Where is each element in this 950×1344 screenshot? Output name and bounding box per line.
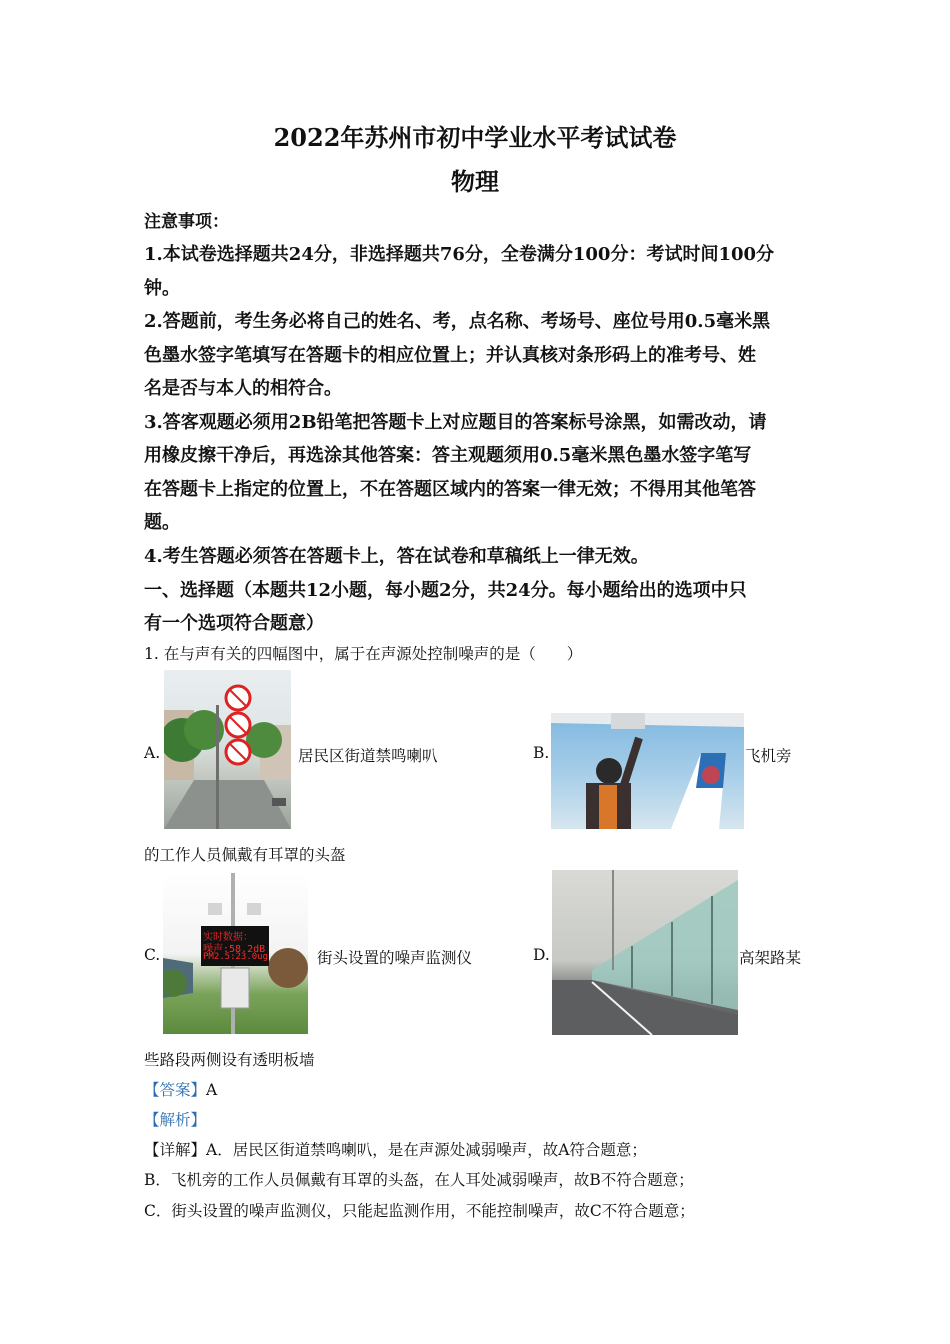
answer-tag: 【答案】 — [144, 1081, 207, 1099]
option-c-text: 街头设置的噪声监测仪 — [317, 949, 473, 967]
option-a-label: A. — [144, 744, 161, 762]
answer-line — [144, 1078, 217, 1100]
detail-line: B．飞机旁的工作人员佩戴有耳罩的头盔，在人耳处减弱噪声，故B不符合题意； — [144, 1171, 694, 1189]
answer-value: A — [206, 1081, 218, 1099]
notice-line: 4.考生答题必须答在答题卡上，答在试卷和草稿纸上一律无效。 — [144, 546, 649, 567]
notice-line: 色墨水签字笔填写在答题卡的相应位置上；并认真核对条形码上的准考号、姓 — [144, 345, 756, 366]
noise-display-line1: 实时数据： — [203, 932, 253, 943]
option-d-text: 高架路某 — [739, 949, 802, 967]
notice-line: 用橡皮擦干净后，再选涂其他答案：答主观题须用0.5毫米黑色墨水签字笔写 — [144, 445, 752, 466]
subject-title: 物理 — [451, 167, 499, 196]
street-scene-illustration — [164, 670, 291, 829]
notice-line: 钟。 — [144, 278, 180, 299]
question-stem: 1. 在与声有关的四幅图中，属于在声源处控制噪声的是（ ） — [144, 645, 583, 663]
noise-display-line2: 噪声:58.2dB — [203, 944, 266, 955]
option-b-text: 飞机旁 — [745, 747, 792, 765]
airport-worker-earmuff-image — [551, 713, 744, 829]
notice-line: 3.答客观题必须用2B铅笔把答题卡上对应题目的答案标号涂黑，如需改动，请 — [144, 412, 767, 433]
detail-line: C．街头设置的噪声监测仪，只能起监测作用，不能控制噪声，故C不符合题意； — [144, 1202, 695, 1220]
notice-line: 1.本试卷选择题共24分，非选择题共76分，全卷满分100分：考试时间100分 — [144, 244, 775, 265]
sound-barrier-illustration — [552, 870, 738, 1035]
option-c-label: C. — [144, 946, 161, 964]
sound-barrier-image — [552, 870, 738, 1035]
option-b-label: B. — [533, 744, 550, 762]
notice-line: 题。 — [144, 512, 180, 533]
street-horn-ban-image — [164, 670, 291, 829]
exam-title: 2022年苏州市初中学业水平考试试卷 — [273, 123, 677, 152]
notice-line: 名是否与本人的相符合。 — [144, 378, 342, 399]
option-b-continuation: 的工作人员佩戴有耳罩的头盔 — [144, 846, 346, 864]
option-d-label: D. — [533, 946, 550, 964]
detail-line: 【详解】A．居民区街道禁鸣喇叭，是在声源处减弱噪声，故A符合题意； — [144, 1141, 647, 1159]
section-heading-line1: 一、选择题（本题共12小题，每小题2分，共24分。每小题给出的选项中只 — [144, 580, 747, 601]
notice-line: 2.答题前，考生务必将自己的姓名、考，点名称、考场号、座位号用0.5毫米黑 — [144, 311, 771, 332]
notice-heading: 注意事项： — [144, 212, 229, 232]
airport-scene-illustration — [551, 713, 744, 829]
section-heading-line2: 有一个选项符合题意） — [144, 613, 324, 634]
notice-line: 在答题卡上指定的位置上，不在答题区域内的答案一律无效；不得用其他笔答 — [144, 479, 756, 500]
option-d-continuation: 些路段两侧设有透明板墙 — [144, 1051, 315, 1069]
analysis-tag: 【解析】 — [144, 1111, 207, 1129]
noise-display-line3: PM2.5:23.0ug — [203, 952, 269, 962]
option-a-text: 居民区街道禁鸣喇叭 — [298, 747, 438, 765]
